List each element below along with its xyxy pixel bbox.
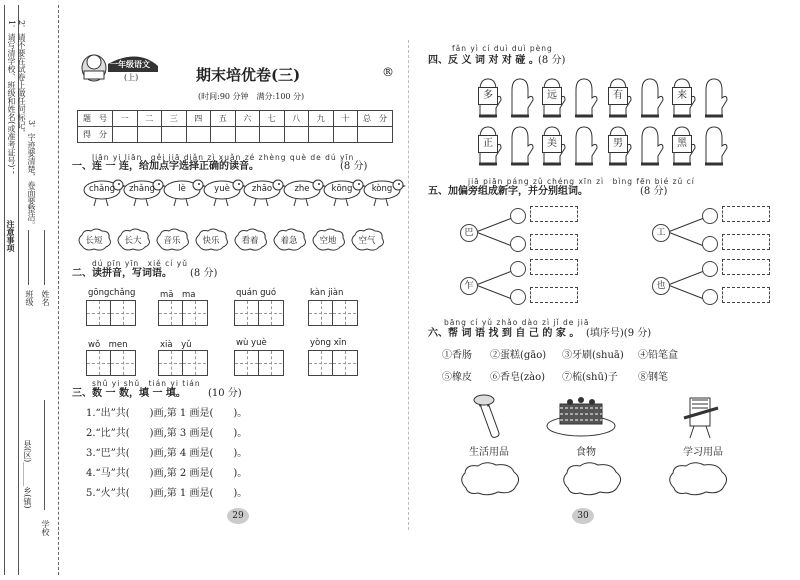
cake-icon — [546, 394, 616, 438]
antonym-char: 美 — [542, 135, 562, 153]
score-input-cell[interactable] — [162, 127, 187, 143]
tian-ge-box[interactable] — [158, 300, 208, 326]
q5-points: (8 分) — [640, 186, 668, 197]
q5-pinyin: jiā piān páng zǔ chéng xīn zì bìng fēn bié zǔ cí — [468, 177, 695, 186]
mitten[interactable] — [668, 124, 696, 168]
score-table — [77, 110, 393, 143]
category-label: 食物 — [576, 447, 596, 458]
mitten[interactable] — [700, 76, 728, 120]
q2-pinyin: dú pīn yīn xiě cí yǔ — [92, 259, 188, 268]
word-cloud[interactable] — [232, 228, 268, 252]
antonym-char: 多 — [478, 87, 498, 105]
mitten[interactable] — [506, 124, 534, 168]
q3-line: 3.“巴”共( )画,第 4 画是( )。 — [86, 448, 248, 459]
name-label: 姓名 — [41, 290, 50, 306]
page-divider — [408, 40, 409, 530]
q2-points: (8 分) — [190, 268, 218, 279]
q4-title: 四、反 义 词 对 对 碰 。 — [428, 55, 539, 66]
school-label: 学校 — [41, 520, 50, 536]
score-input-cell[interactable] — [235, 127, 260, 143]
antonym-char: 正 — [478, 135, 498, 153]
mitten[interactable] — [538, 76, 566, 120]
word-text: 看着 — [241, 236, 259, 246]
new-char-circle[interactable] — [510, 261, 526, 277]
county-label: 县(区)______乡(镇) — [23, 440, 32, 509]
toothbrush-icon — [468, 392, 508, 442]
table-cell: 题 号 — [78, 111, 113, 127]
q6-item: ⑥香皂(zào) — [490, 372, 546, 383]
q1-title: 一、连 一 连，给加点字选择正确的读音。 — [72, 161, 259, 172]
mitten[interactable] — [474, 76, 502, 120]
syllable-text: zhǎng — [129, 184, 155, 194]
q6-pinyin: bāng cí yǔ zhǎo dào zì jǐ de jiā — [444, 318, 590, 327]
mitten[interactable] — [668, 76, 696, 120]
q2-pinyin-item: gōngchǎng — [88, 288, 136, 298]
table-cell: 总 分 — [358, 111, 393, 127]
table-cell: 得 分 — [78, 127, 113, 143]
score-value-row — [78, 127, 393, 143]
q3-line: 1.“出”共( )画,第 1 画是( )。 — [86, 408, 248, 419]
score-header-row — [78, 111, 393, 127]
tian-ge-box[interactable] — [86, 350, 136, 376]
antonym-char: 男 — [608, 135, 628, 153]
word-text: 长短 — [85, 236, 103, 246]
antonym-char: 远 — [542, 87, 562, 105]
q1-pinyin: liān yi liān gěi jiā diǎn zì xuǎn zé zhèng què de dú yīn — [92, 153, 355, 162]
q6-item: ②蛋糕(gāo) — [490, 350, 547, 361]
new-char-circle[interactable] — [510, 289, 526, 305]
word-answer-box[interactable] — [530, 287, 578, 303]
table-cell: 十 — [333, 111, 358, 127]
q6-item: ⑦梳(shū)子 — [562, 372, 618, 383]
table-cell: 二 — [137, 111, 162, 127]
notes-heading: 注意事项 — [6, 220, 16, 252]
tian-ge-box[interactable] — [308, 300, 358, 326]
score-input-cell[interactable] — [284, 127, 309, 143]
word-answer-box[interactable] — [530, 206, 578, 222]
new-char-circle[interactable] — [510, 208, 526, 224]
word-text: 快乐 — [202, 236, 220, 246]
q3-title: 三、数 一 数，填 一 填。 — [72, 388, 186, 399]
tian-ge-box[interactable] — [86, 300, 136, 326]
word-text: 长大 — [124, 236, 142, 246]
q2-pinyin-item: yòng xīn — [310, 338, 347, 348]
word-cloud[interactable] — [193, 228, 229, 252]
grade-badge — [78, 44, 158, 84]
note-2: 2．请不要在试卷上做任何标记， — [17, 20, 26, 138]
score-input-cell[interactable] — [333, 127, 358, 143]
syllable-bird[interactable] — [242, 178, 286, 208]
syllable-bird[interactable] — [82, 178, 126, 208]
page-title: 期末培优卷(三) — [196, 66, 301, 84]
mitten[interactable] — [570, 76, 598, 120]
mitten[interactable] — [538, 124, 566, 168]
badge-sub: (上) — [124, 73, 139, 82]
syllable-text: chǎng — [88, 184, 116, 194]
mitten[interactable] — [700, 124, 728, 168]
score-input-cell[interactable] — [211, 127, 236, 143]
q1-points: (8 分) — [340, 161, 368, 172]
mitten[interactable] — [474, 124, 502, 168]
mitten[interactable] — [604, 76, 632, 120]
antonym-char: 来 — [672, 87, 692, 105]
word-answer-box[interactable] — [530, 234, 578, 250]
table-cell: 三 — [162, 111, 187, 127]
word-cloud[interactable] — [271, 228, 307, 252]
table-cell: 五 — [211, 111, 236, 127]
score-input-cell[interactable] — [260, 127, 285, 143]
syllable-bird[interactable] — [282, 178, 326, 208]
q2-pinyin-item: quán guó — [236, 288, 277, 298]
q2-title: 二、读拼音，写词语。 — [72, 268, 172, 279]
q2-pinyin-item: wǒ men — [88, 340, 128, 350]
q3-pinyin: shǔ yi shǔ tián yi tián — [92, 379, 201, 388]
table-cell: 一 — [113, 111, 138, 127]
answer-cloud[interactable] — [458, 462, 522, 496]
q2-pinyin-item: mā ma — [160, 290, 196, 300]
new-char-circle[interactable] — [702, 236, 718, 252]
score-input-cell[interactable] — [113, 127, 138, 143]
q6-item: ⑤橡皮 — [442, 372, 472, 383]
word-answer-box[interactable] — [530, 259, 578, 275]
word-text: 空气 — [358, 236, 376, 246]
syllable-bird[interactable] — [322, 178, 366, 208]
word-text: 音乐 — [163, 236, 181, 246]
table-cell: 九 — [309, 111, 334, 127]
syllable-text: yuè — [214, 184, 230, 194]
word-answer-box[interactable] — [722, 287, 770, 303]
registered-mark: ® — [382, 65, 394, 79]
q6-item: ④铅笔盒 — [638, 350, 678, 361]
mitten[interactable] — [636, 76, 664, 120]
score-input-cell[interactable] — [186, 127, 211, 143]
table-cell: 四 — [186, 111, 211, 127]
new-char-circle[interactable] — [702, 289, 718, 305]
q3-line: 2.“比”共( )画,第 3 画是( )。 — [86, 428, 248, 439]
syllable-bird[interactable] — [362, 178, 406, 208]
badge-text: 一年级语文 — [110, 59, 150, 69]
word-text: 着急 — [280, 236, 298, 246]
table-cell: 八 — [284, 111, 309, 127]
word-cloud[interactable] — [76, 228, 112, 252]
answer-cloud[interactable] — [666, 462, 730, 496]
syllable-text: lè — [178, 184, 186, 194]
q3-line: 4.“马”共( )画,第 2 画是( )。 — [86, 468, 248, 479]
tian-ge-box[interactable] — [158, 350, 208, 376]
score-input-cell[interactable] — [309, 127, 334, 143]
word-answer-box[interactable] — [722, 234, 770, 250]
tian-ge-box[interactable] — [234, 350, 284, 376]
word-text: 空地 — [319, 236, 337, 246]
class-label: 班级 — [25, 290, 34, 306]
tian-ge-box[interactable] — [308, 350, 358, 376]
q2-pinyin-item: wù yuè — [236, 338, 267, 348]
q5-title: 五、加偏旁组成新字，并分别组词。 — [428, 186, 588, 197]
q4-pinyin: fǎn yì cí duì duì pèng — [452, 44, 553, 53]
q3-line: 5.“火”共( )画,第 1 画是( )。 — [86, 488, 248, 499]
word-cloud[interactable] — [115, 228, 151, 252]
mitten[interactable] — [570, 124, 598, 168]
note-3: 3．字迹要清楚，卷面要整洁。 — [27, 120, 36, 230]
q6-item: ①香肠 — [442, 350, 472, 361]
category-label: 生活用品 — [469, 447, 509, 458]
score-input-cell[interactable] — [358, 127, 393, 143]
syllable-bird[interactable] — [202, 178, 246, 208]
word-cloud[interactable] — [310, 228, 346, 252]
new-char-circle[interactable] — [510, 236, 526, 252]
antonym-char: 黑 — [672, 135, 692, 153]
word-cloud[interactable] — [349, 228, 385, 252]
note-1: 1．请写清学校、班级和姓名(或准考证号)； — [7, 20, 16, 176]
category-label: 学习用品 — [683, 447, 723, 458]
answer-cloud[interactable] — [560, 462, 624, 496]
word-answer-box[interactable] — [722, 259, 770, 275]
syllable-text: zhe — [294, 184, 310, 194]
base-char: 巴 — [460, 224, 478, 242]
syllable-text: kōng — [331, 184, 353, 194]
antonym-char: 有 — [608, 87, 628, 105]
table-cell: 七 — [260, 111, 285, 127]
tian-ge-box[interactable] — [234, 300, 284, 326]
q2-pinyin-item: xià yǔ — [160, 340, 192, 350]
mitten[interactable] — [506, 76, 534, 120]
pencil-box-character-icon — [682, 392, 722, 442]
word-cloud[interactable] — [154, 228, 190, 252]
q6-points: (填序号)(9 分) — [586, 328, 652, 339]
mitten[interactable] — [604, 124, 632, 168]
page-number-left: 29 — [227, 508, 249, 524]
syllable-text: kòng — [371, 184, 393, 194]
new-char-circle[interactable] — [702, 208, 718, 224]
base-char: 乍 — [460, 277, 478, 295]
word-answer-box[interactable] — [722, 206, 770, 222]
syllable-text: zhāo — [251, 184, 273, 194]
score-input-cell[interactable] — [137, 127, 162, 143]
binding-strip — [0, 0, 62, 580]
base-char: 工 — [652, 224, 670, 242]
mitten[interactable] — [636, 124, 664, 168]
page-number-right: 30 — [572, 508, 594, 524]
syllable-bird[interactable] — [162, 178, 206, 208]
q6-title: 六、帮 词 语 找 到 自 己 的 家 。 — [428, 328, 580, 339]
q6-item: ⑧钢笔 — [638, 372, 668, 383]
table-cell: 六 — [235, 111, 260, 127]
syllable-bird[interactable] — [122, 178, 166, 208]
q2-pinyin-item: kàn jiàn — [310, 288, 344, 298]
new-char-circle[interactable] — [702, 261, 718, 277]
q6-item: ③牙刷(shuā) — [562, 350, 624, 361]
time-info: (时间:90 分钟 满分:100 分) — [198, 92, 305, 101]
q3-points: (10 分) — [208, 388, 242, 399]
base-char: 也 — [652, 277, 670, 295]
q4-points: (8 分) — [538, 55, 566, 66]
